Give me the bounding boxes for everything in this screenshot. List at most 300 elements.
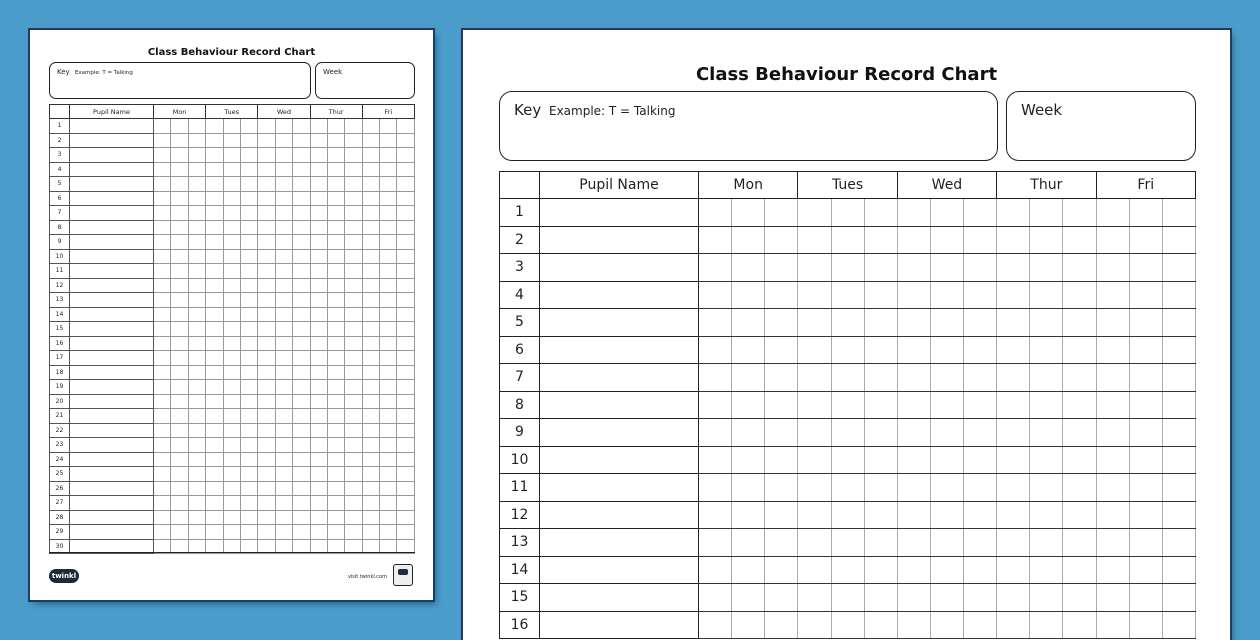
record-cell-wed[interactable] bbox=[930, 364, 963, 392]
record-cell-tues[interactable] bbox=[206, 438, 223, 453]
record-cell-thur[interactable] bbox=[327, 380, 344, 395]
record-cell-wed[interactable] bbox=[275, 191, 292, 206]
record-cell-fri[interactable] bbox=[362, 191, 379, 206]
record-cell-tues[interactable] bbox=[223, 481, 240, 496]
record-cell-tues[interactable] bbox=[240, 148, 257, 163]
record-cell-thur[interactable] bbox=[1030, 226, 1063, 254]
record-cell-tues[interactable] bbox=[798, 446, 831, 474]
record-cell-mon[interactable] bbox=[171, 119, 188, 134]
record-cell-fri[interactable] bbox=[380, 438, 397, 453]
record-cell-tues[interactable] bbox=[864, 501, 897, 529]
record-cell-tues[interactable] bbox=[206, 481, 223, 496]
record-cell-fri[interactable] bbox=[397, 307, 415, 322]
record-cell-tues[interactable] bbox=[798, 336, 831, 364]
record-cell-tues[interactable] bbox=[240, 510, 257, 525]
record-cell-mon[interactable] bbox=[171, 235, 188, 250]
record-cell-tues[interactable] bbox=[831, 419, 864, 447]
record-cell-fri[interactable] bbox=[362, 365, 379, 380]
record-cell-mon[interactable] bbox=[188, 278, 205, 293]
record-cell-wed[interactable] bbox=[897, 529, 930, 557]
record-cell-mon[interactable] bbox=[154, 133, 171, 148]
record-cell-wed[interactable] bbox=[258, 235, 275, 250]
record-cell-mon[interactable] bbox=[732, 611, 765, 639]
record-cell-wed[interactable] bbox=[275, 206, 292, 221]
record-cell-wed[interactable] bbox=[258, 206, 275, 221]
record-cell-fri[interactable] bbox=[362, 307, 379, 322]
record-cell-thur[interactable] bbox=[327, 249, 344, 264]
record-cell-fri[interactable] bbox=[1129, 309, 1162, 337]
record-cell-thur[interactable] bbox=[997, 446, 1030, 474]
record-cell-tues[interactable] bbox=[206, 423, 223, 438]
record-cell-thur[interactable] bbox=[1030, 391, 1063, 419]
record-cell-mon[interactable] bbox=[188, 438, 205, 453]
record-cell-fri[interactable] bbox=[1096, 336, 1129, 364]
record-cell-mon[interactable] bbox=[154, 162, 171, 177]
record-cell-tues[interactable] bbox=[831, 611, 864, 639]
record-cell-thur[interactable] bbox=[1030, 529, 1063, 557]
record-cell-fri[interactable] bbox=[1129, 474, 1162, 502]
record-cell-mon[interactable] bbox=[732, 226, 765, 254]
record-cell-mon[interactable] bbox=[765, 474, 798, 502]
record-cell-tues[interactable] bbox=[206, 452, 223, 467]
record-cell-mon[interactable] bbox=[188, 206, 205, 221]
record-cell-wed[interactable] bbox=[258, 496, 275, 511]
record-cell-tues[interactable] bbox=[223, 293, 240, 308]
record-cell-thur[interactable] bbox=[327, 336, 344, 351]
record-cell-thur[interactable] bbox=[310, 307, 327, 322]
record-cell-wed[interactable] bbox=[275, 119, 292, 134]
record-cell-thur[interactable] bbox=[997, 309, 1030, 337]
record-cell-mon[interactable] bbox=[171, 278, 188, 293]
record-cell-fri[interactable] bbox=[1162, 556, 1195, 584]
record-cell-wed[interactable] bbox=[275, 380, 292, 395]
record-cell-thur[interactable] bbox=[310, 206, 327, 221]
record-cell-fri[interactable] bbox=[1096, 501, 1129, 529]
record-cell-tues[interactable] bbox=[864, 254, 897, 282]
record-cell-wed[interactable] bbox=[930, 309, 963, 337]
pupil-name-cell[interactable] bbox=[70, 438, 154, 453]
record-cell-thur[interactable] bbox=[310, 191, 327, 206]
pupil-name-cell[interactable] bbox=[70, 249, 154, 264]
record-cell-mon[interactable] bbox=[171, 423, 188, 438]
record-cell-wed[interactable] bbox=[258, 409, 275, 424]
record-cell-fri[interactable] bbox=[397, 496, 415, 511]
record-cell-tues[interactable] bbox=[240, 452, 257, 467]
record-cell-thur[interactable] bbox=[310, 278, 327, 293]
pupil-name-cell[interactable] bbox=[70, 467, 154, 482]
record-cell-thur[interactable] bbox=[1030, 611, 1063, 639]
record-cell-tues[interactable] bbox=[831, 391, 864, 419]
record-cell-thur[interactable] bbox=[327, 206, 344, 221]
record-cell-fri[interactable] bbox=[380, 119, 397, 134]
record-cell-mon[interactable] bbox=[188, 148, 205, 163]
record-cell-fri[interactable] bbox=[1162, 226, 1195, 254]
record-cell-tues[interactable] bbox=[223, 235, 240, 250]
record-cell-thur[interactable] bbox=[1063, 199, 1096, 227]
record-cell-fri[interactable] bbox=[1162, 584, 1195, 612]
record-cell-wed[interactable] bbox=[293, 249, 310, 264]
record-cell-mon[interactable] bbox=[732, 199, 765, 227]
record-cell-wed[interactable] bbox=[964, 556, 997, 584]
record-cell-mon[interactable] bbox=[171, 380, 188, 395]
record-cell-fri[interactable] bbox=[380, 423, 397, 438]
record-cell-fri[interactable] bbox=[362, 438, 379, 453]
record-cell-mon[interactable] bbox=[732, 364, 765, 392]
record-cell-thur[interactable] bbox=[327, 481, 344, 496]
record-cell-tues[interactable] bbox=[831, 364, 864, 392]
record-cell-fri[interactable] bbox=[397, 235, 415, 250]
record-cell-tues[interactable] bbox=[240, 380, 257, 395]
record-cell-mon[interactable] bbox=[699, 419, 732, 447]
record-cell-thur[interactable] bbox=[345, 191, 362, 206]
record-cell-fri[interactable] bbox=[1129, 584, 1162, 612]
record-cell-tues[interactable] bbox=[240, 409, 257, 424]
record-cell-fri[interactable] bbox=[1129, 364, 1162, 392]
pupil-name-cell[interactable] bbox=[540, 309, 699, 337]
record-cell-mon[interactable] bbox=[154, 264, 171, 279]
record-cell-wed[interactable] bbox=[964, 281, 997, 309]
record-cell-fri[interactable] bbox=[397, 336, 415, 351]
record-cell-fri[interactable] bbox=[362, 177, 379, 192]
record-cell-fri[interactable] bbox=[1096, 611, 1129, 639]
pupil-name-cell[interactable] bbox=[540, 364, 699, 392]
record-cell-tues[interactable] bbox=[831, 309, 864, 337]
record-cell-thur[interactable] bbox=[997, 501, 1030, 529]
record-cell-thur[interactable] bbox=[327, 452, 344, 467]
record-cell-fri[interactable] bbox=[1096, 281, 1129, 309]
record-cell-mon[interactable] bbox=[154, 351, 171, 366]
record-cell-tues[interactable] bbox=[223, 394, 240, 409]
record-cell-fri[interactable] bbox=[380, 452, 397, 467]
record-cell-tues[interactable] bbox=[206, 177, 223, 192]
record-cell-fri[interactable] bbox=[1096, 419, 1129, 447]
record-cell-thur[interactable] bbox=[310, 481, 327, 496]
record-cell-mon[interactable] bbox=[154, 322, 171, 337]
record-cell-mon[interactable] bbox=[171, 220, 188, 235]
pupil-name-cell[interactable] bbox=[70, 409, 154, 424]
record-cell-mon[interactable] bbox=[171, 264, 188, 279]
record-cell-wed[interactable] bbox=[275, 264, 292, 279]
record-cell-tues[interactable] bbox=[223, 264, 240, 279]
record-cell-fri[interactable] bbox=[1162, 611, 1195, 639]
record-cell-mon[interactable] bbox=[171, 249, 188, 264]
record-cell-tues[interactable] bbox=[223, 322, 240, 337]
record-cell-thur[interactable] bbox=[310, 365, 327, 380]
record-cell-thur[interactable] bbox=[345, 481, 362, 496]
record-cell-thur[interactable] bbox=[997, 336, 1030, 364]
record-cell-thur[interactable] bbox=[310, 162, 327, 177]
record-cell-thur[interactable] bbox=[345, 235, 362, 250]
record-cell-wed[interactable] bbox=[897, 391, 930, 419]
record-cell-thur[interactable] bbox=[345, 336, 362, 351]
record-cell-thur[interactable] bbox=[327, 133, 344, 148]
record-cell-thur[interactable] bbox=[345, 162, 362, 177]
record-cell-thur[interactable] bbox=[345, 307, 362, 322]
record-cell-tues[interactable] bbox=[223, 438, 240, 453]
record-cell-thur[interactable] bbox=[1030, 281, 1063, 309]
record-cell-wed[interactable] bbox=[293, 496, 310, 511]
pupil-name-cell[interactable] bbox=[70, 307, 154, 322]
record-cell-mon[interactable] bbox=[765, 391, 798, 419]
record-cell-thur[interactable] bbox=[1063, 309, 1096, 337]
record-cell-thur[interactable] bbox=[327, 148, 344, 163]
record-cell-mon[interactable] bbox=[188, 409, 205, 424]
record-cell-fri[interactable] bbox=[362, 264, 379, 279]
record-cell-mon[interactable] bbox=[188, 496, 205, 511]
record-cell-tues[interactable] bbox=[206, 249, 223, 264]
record-cell-mon[interactable] bbox=[188, 322, 205, 337]
record-cell-wed[interactable] bbox=[275, 278, 292, 293]
record-cell-thur[interactable] bbox=[345, 423, 362, 438]
record-cell-fri[interactable] bbox=[362, 336, 379, 351]
record-cell-fri[interactable] bbox=[1129, 281, 1162, 309]
record-cell-thur[interactable] bbox=[310, 351, 327, 366]
record-cell-wed[interactable] bbox=[293, 481, 310, 496]
record-cell-tues[interactable] bbox=[223, 191, 240, 206]
record-cell-thur[interactable] bbox=[310, 394, 327, 409]
record-cell-mon[interactable] bbox=[188, 481, 205, 496]
record-cell-wed[interactable] bbox=[293, 206, 310, 221]
record-cell-wed[interactable] bbox=[258, 162, 275, 177]
record-cell-thur[interactable] bbox=[310, 496, 327, 511]
record-cell-fri[interactable] bbox=[1162, 309, 1195, 337]
record-cell-wed[interactable] bbox=[258, 394, 275, 409]
record-cell-mon[interactable] bbox=[765, 529, 798, 557]
pupil-name-cell[interactable] bbox=[540, 226, 699, 254]
record-cell-wed[interactable] bbox=[964, 584, 997, 612]
record-cell-fri[interactable] bbox=[1162, 446, 1195, 474]
record-cell-mon[interactable] bbox=[154, 148, 171, 163]
record-cell-tues[interactable] bbox=[240, 235, 257, 250]
record-cell-thur[interactable] bbox=[345, 510, 362, 525]
record-cell-thur[interactable] bbox=[310, 510, 327, 525]
record-cell-fri[interactable] bbox=[1162, 281, 1195, 309]
record-cell-wed[interactable] bbox=[964, 446, 997, 474]
record-cell-mon[interactable] bbox=[171, 365, 188, 380]
record-cell-fri[interactable] bbox=[397, 322, 415, 337]
record-cell-tues[interactable] bbox=[864, 364, 897, 392]
record-cell-wed[interactable] bbox=[293, 409, 310, 424]
record-cell-tues[interactable] bbox=[206, 293, 223, 308]
record-cell-wed[interactable] bbox=[258, 177, 275, 192]
record-cell-fri[interactable] bbox=[397, 409, 415, 424]
record-cell-tues[interactable] bbox=[206, 409, 223, 424]
record-cell-wed[interactable] bbox=[964, 611, 997, 639]
record-cell-mon[interactable] bbox=[171, 351, 188, 366]
pupil-name-cell[interactable] bbox=[540, 529, 699, 557]
record-cell-tues[interactable] bbox=[798, 199, 831, 227]
record-cell-thur[interactable] bbox=[345, 322, 362, 337]
record-cell-thur[interactable] bbox=[345, 409, 362, 424]
record-cell-fri[interactable] bbox=[397, 162, 415, 177]
record-cell-tues[interactable] bbox=[864, 281, 897, 309]
record-cell-thur[interactable] bbox=[345, 438, 362, 453]
record-cell-fri[interactable] bbox=[362, 249, 379, 264]
record-cell-wed[interactable] bbox=[964, 364, 997, 392]
record-cell-thur[interactable] bbox=[310, 235, 327, 250]
record-cell-mon[interactable] bbox=[171, 322, 188, 337]
record-cell-thur[interactable] bbox=[327, 409, 344, 424]
record-cell-thur[interactable] bbox=[1063, 419, 1096, 447]
record-cell-thur[interactable] bbox=[327, 278, 344, 293]
record-cell-mon[interactable] bbox=[171, 148, 188, 163]
record-cell-thur[interactable] bbox=[327, 510, 344, 525]
record-cell-thur[interactable] bbox=[327, 351, 344, 366]
record-cell-mon[interactable] bbox=[188, 394, 205, 409]
pupil-name-cell[interactable] bbox=[70, 220, 154, 235]
pupil-name-cell[interactable] bbox=[540, 199, 699, 227]
record-cell-tues[interactable] bbox=[240, 438, 257, 453]
record-cell-mon[interactable] bbox=[732, 419, 765, 447]
record-cell-fri[interactable] bbox=[362, 148, 379, 163]
record-cell-mon[interactable] bbox=[171, 481, 188, 496]
record-cell-mon[interactable] bbox=[154, 438, 171, 453]
record-cell-fri[interactable] bbox=[362, 322, 379, 337]
record-cell-mon[interactable] bbox=[188, 423, 205, 438]
record-cell-tues[interactable] bbox=[223, 423, 240, 438]
pupil-name-cell[interactable] bbox=[70, 293, 154, 308]
record-cell-fri[interactable] bbox=[1162, 254, 1195, 282]
record-cell-fri[interactable] bbox=[397, 525, 415, 540]
record-cell-thur[interactable] bbox=[1063, 336, 1096, 364]
record-cell-wed[interactable] bbox=[275, 423, 292, 438]
record-cell-wed[interactable] bbox=[293, 365, 310, 380]
pupil-name-cell[interactable] bbox=[540, 446, 699, 474]
record-cell-tues[interactable] bbox=[223, 336, 240, 351]
record-cell-wed[interactable] bbox=[293, 380, 310, 395]
record-cell-fri[interactable] bbox=[380, 336, 397, 351]
record-cell-thur[interactable] bbox=[310, 380, 327, 395]
record-cell-thur[interactable] bbox=[327, 264, 344, 279]
record-cell-fri[interactable] bbox=[1129, 611, 1162, 639]
record-cell-wed[interactable] bbox=[964, 474, 997, 502]
record-cell-thur[interactable] bbox=[310, 177, 327, 192]
record-cell-wed[interactable] bbox=[930, 391, 963, 419]
record-cell-wed[interactable] bbox=[897, 611, 930, 639]
record-cell-tues[interactable] bbox=[206, 380, 223, 395]
record-cell-tues[interactable] bbox=[798, 529, 831, 557]
record-cell-wed[interactable] bbox=[258, 307, 275, 322]
record-cell-tues[interactable] bbox=[864, 419, 897, 447]
record-cell-wed[interactable] bbox=[293, 467, 310, 482]
record-cell-fri[interactable] bbox=[1096, 391, 1129, 419]
record-cell-tues[interactable] bbox=[864, 226, 897, 254]
record-cell-fri[interactable] bbox=[380, 206, 397, 221]
record-cell-fri[interactable] bbox=[1162, 529, 1195, 557]
record-cell-thur[interactable] bbox=[345, 525, 362, 540]
record-cell-mon[interactable] bbox=[765, 419, 798, 447]
record-cell-mon[interactable] bbox=[171, 162, 188, 177]
record-cell-tues[interactable] bbox=[206, 322, 223, 337]
record-cell-tues[interactable] bbox=[798, 364, 831, 392]
record-cell-thur[interactable] bbox=[1063, 446, 1096, 474]
record-cell-wed[interactable] bbox=[293, 177, 310, 192]
record-cell-mon[interactable] bbox=[154, 423, 171, 438]
pupil-name-cell[interactable] bbox=[70, 264, 154, 279]
record-cell-fri[interactable] bbox=[380, 293, 397, 308]
record-cell-thur[interactable] bbox=[1030, 446, 1063, 474]
record-cell-thur[interactable] bbox=[327, 394, 344, 409]
record-cell-thur[interactable] bbox=[345, 278, 362, 293]
record-cell-wed[interactable] bbox=[293, 133, 310, 148]
record-cell-wed[interactable] bbox=[258, 351, 275, 366]
record-cell-fri[interactable] bbox=[362, 423, 379, 438]
record-cell-thur[interactable] bbox=[1030, 199, 1063, 227]
record-cell-fri[interactable] bbox=[397, 365, 415, 380]
record-cell-mon[interactable] bbox=[171, 452, 188, 467]
record-cell-wed[interactable] bbox=[293, 148, 310, 163]
record-cell-wed[interactable] bbox=[275, 322, 292, 337]
record-cell-fri[interactable] bbox=[362, 452, 379, 467]
record-cell-tues[interactable] bbox=[206, 235, 223, 250]
record-cell-mon[interactable] bbox=[154, 177, 171, 192]
record-cell-mon[interactable] bbox=[154, 278, 171, 293]
record-cell-wed[interactable] bbox=[930, 446, 963, 474]
record-cell-tues[interactable] bbox=[223, 452, 240, 467]
record-cell-thur[interactable] bbox=[1063, 556, 1096, 584]
record-cell-fri[interactable] bbox=[362, 409, 379, 424]
record-cell-fri[interactable] bbox=[397, 206, 415, 221]
record-cell-tues[interactable] bbox=[240, 133, 257, 148]
record-cell-thur[interactable] bbox=[997, 199, 1030, 227]
record-cell-mon[interactable] bbox=[171, 496, 188, 511]
record-cell-tues[interactable] bbox=[831, 474, 864, 502]
record-cell-fri[interactable] bbox=[397, 467, 415, 482]
record-cell-wed[interactable] bbox=[258, 278, 275, 293]
record-cell-mon[interactable] bbox=[765, 336, 798, 364]
record-cell-thur[interactable] bbox=[1030, 474, 1063, 502]
record-cell-fri[interactable] bbox=[380, 220, 397, 235]
record-cell-thur[interactable] bbox=[345, 220, 362, 235]
pupil-name-cell[interactable] bbox=[70, 510, 154, 525]
record-cell-fri[interactable] bbox=[397, 264, 415, 279]
record-cell-mon[interactable] bbox=[699, 611, 732, 639]
record-cell-thur[interactable] bbox=[997, 226, 1030, 254]
record-cell-fri[interactable] bbox=[380, 496, 397, 511]
record-cell-wed[interactable] bbox=[293, 438, 310, 453]
record-cell-fri[interactable] bbox=[397, 452, 415, 467]
record-cell-mon[interactable] bbox=[154, 510, 171, 525]
record-cell-tues[interactable] bbox=[798, 226, 831, 254]
record-cell-wed[interactable] bbox=[293, 293, 310, 308]
record-cell-fri[interactable] bbox=[380, 264, 397, 279]
record-cell-thur[interactable] bbox=[327, 119, 344, 134]
record-cell-fri[interactable] bbox=[380, 162, 397, 177]
record-cell-tues[interactable] bbox=[223, 307, 240, 322]
pupil-name-cell[interactable] bbox=[540, 391, 699, 419]
record-cell-mon[interactable] bbox=[732, 501, 765, 529]
record-cell-wed[interactable] bbox=[275, 162, 292, 177]
record-cell-wed[interactable] bbox=[258, 380, 275, 395]
record-cell-fri[interactable] bbox=[397, 394, 415, 409]
record-cell-thur[interactable] bbox=[310, 249, 327, 264]
record-cell-thur[interactable] bbox=[345, 365, 362, 380]
record-cell-thur[interactable] bbox=[1063, 584, 1096, 612]
record-cell-fri[interactable] bbox=[397, 293, 415, 308]
record-cell-mon[interactable] bbox=[765, 446, 798, 474]
record-cell-wed[interactable] bbox=[293, 235, 310, 250]
record-cell-wed[interactable] bbox=[258, 336, 275, 351]
record-cell-wed[interactable] bbox=[930, 501, 963, 529]
record-cell-wed[interactable] bbox=[293, 423, 310, 438]
record-cell-tues[interactable] bbox=[223, 148, 240, 163]
record-cell-tues[interactable] bbox=[223, 365, 240, 380]
record-cell-tues[interactable] bbox=[206, 365, 223, 380]
record-cell-mon[interactable] bbox=[188, 351, 205, 366]
record-cell-thur[interactable] bbox=[310, 452, 327, 467]
record-cell-fri[interactable] bbox=[1162, 474, 1195, 502]
record-cell-mon[interactable] bbox=[699, 584, 732, 612]
